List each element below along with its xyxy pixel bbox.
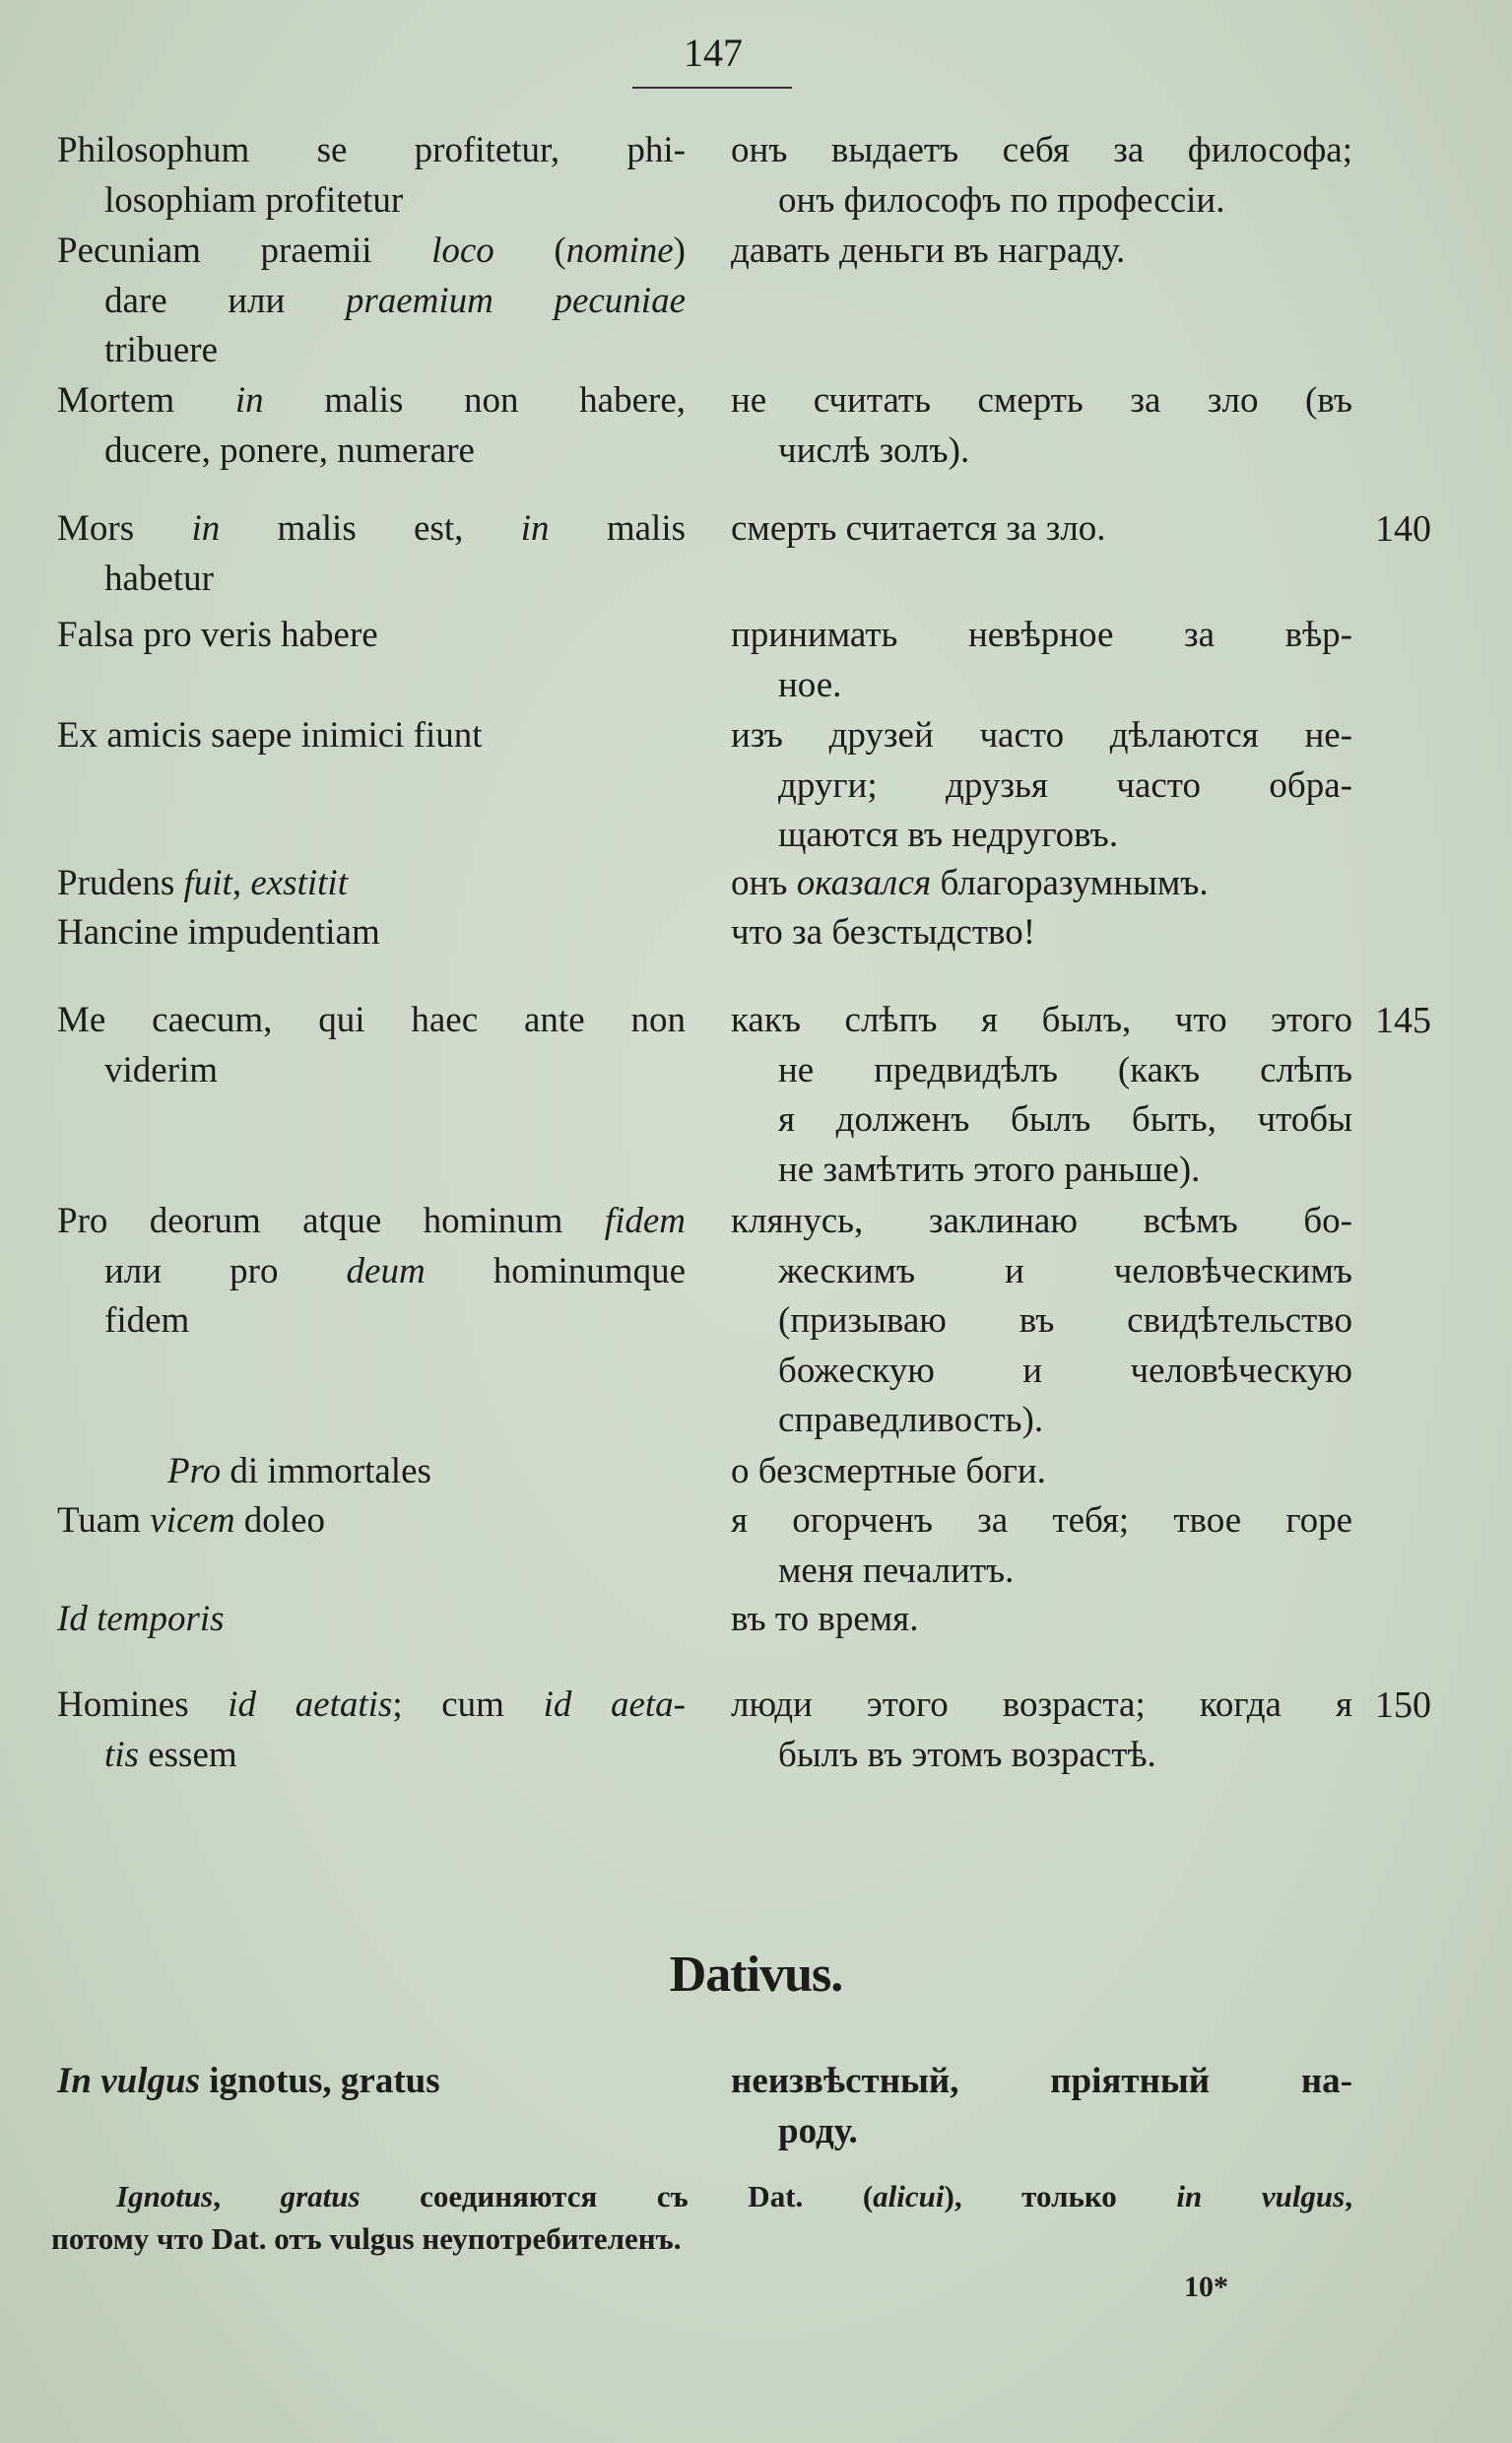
text-segment: malis non habere, (263, 380, 687, 421)
text-segment: роду. (778, 2110, 858, 2151)
text-segment: Mors (57, 508, 192, 549)
text-segment: , (213, 2179, 281, 2213)
text-line (731, 504, 1352, 555)
italic-text: in (520, 508, 550, 549)
russian-translation (731, 1681, 1352, 1780)
text-line (731, 376, 1352, 427)
latin-phrase (57, 1595, 686, 1645)
text-segment: fidem (104, 1300, 190, 1341)
text-segment: Homines (57, 1684, 229, 1725)
text-segment: habetur (104, 558, 214, 599)
text-segment: tribuere (104, 330, 219, 370)
text-segment: (призываю въ свидѣтельство (778, 1300, 1352, 1341)
text-segment: ) (673, 231, 686, 271)
text-segment: соединяются съ Dat. ( (360, 2179, 874, 2213)
text-segment: dare или (104, 280, 346, 321)
italic-text: In (57, 2061, 92, 2101)
text-segment: люди этого возраста; когда я (731, 1684, 1352, 1725)
text-line (731, 2057, 1352, 2107)
text-segment: принимать невѣрное за вѣр- (731, 615, 1352, 655)
text-segment: di immortales (221, 1451, 431, 1491)
text-line (731, 1595, 1352, 1645)
latin-phrase (57, 1447, 686, 1497)
text-line (57, 1595, 686, 1645)
italic-text: fidem (604, 1201, 686, 1241)
text-segment: malis (549, 508, 687, 549)
text-line (731, 1496, 1352, 1547)
text-line (57, 1496, 686, 1547)
text-segment: doleo (234, 1500, 325, 1541)
text-line (57, 1197, 686, 1247)
italic-text: vicem (150, 1500, 235, 1541)
text-line (57, 711, 686, 761)
russian-translation (731, 126, 1352, 226)
note-line (51, 2175, 1352, 2217)
text-line (57, 611, 686, 661)
text-line (57, 176, 686, 227)
text-segment: жескимъ и человѣческимъ (778, 1250, 1352, 1291)
text-segment: други; друзья часто обра- (778, 764, 1352, 806)
latin-phrase (57, 376, 686, 476)
text-segment: essem (138, 1734, 237, 1775)
latin-phrase (57, 227, 686, 376)
text-segment: благоразумнымъ. (931, 863, 1209, 903)
text-segment: неизвѣстный, пріятный на- (731, 2061, 1352, 2101)
text-line (57, 996, 686, 1046)
text-line (731, 996, 1352, 1046)
text-segment: ное. (778, 664, 842, 705)
russian-translation (731, 611, 1352, 710)
text-segment: щаются въ недруговъ. (778, 815, 1119, 855)
text-segment: ( (493, 231, 566, 271)
text-line (57, 859, 686, 909)
latin-phrase (57, 1681, 686, 1780)
text-line (57, 227, 686, 277)
text-segment: божескую и человѣческую (778, 1350, 1352, 1391)
text-segment: онъ (731, 863, 797, 903)
italic-text: fuit (183, 863, 232, 903)
text-segment: ignotus, gratus (200, 2061, 440, 2101)
text-segment: losophiam profitetur (104, 179, 404, 221)
latin-phrase (57, 504, 686, 604)
latin-phrase (57, 1197, 686, 1347)
text-line (57, 1046, 686, 1096)
russian-translation (731, 996, 1352, 1195)
text-segment: клянусь, заклинаю всѣмъ бо- (731, 1201, 1352, 1241)
text-line (57, 326, 686, 376)
text-segment: Prudens (57, 863, 184, 903)
text-segment: я огорченъ за тебя; твое горе (731, 1500, 1352, 1541)
text-line (57, 2057, 686, 2107)
text-line (731, 1247, 1352, 1297)
russian-translation (731, 859, 1352, 909)
text-line (57, 376, 686, 427)
italic-text: in vulgus (1176, 2179, 1346, 2213)
text-line (731, 1447, 1352, 1497)
text-line (57, 1731, 686, 1781)
text-line (731, 427, 1352, 477)
text-line (731, 1296, 1352, 1347)
text-segment: hominumque (425, 1250, 686, 1291)
text-line (731, 661, 1352, 711)
note-line (51, 2217, 1352, 2260)
italic-text: tis (104, 1734, 139, 1775)
text-line (731, 1046, 1352, 1096)
text-line (57, 504, 686, 555)
italic-text: alicui (873, 2179, 945, 2213)
text-segment: viderim (104, 1049, 219, 1090)
russian-translation (731, 711, 1352, 861)
text-segment (92, 2061, 100, 2101)
text-segment: Ex amicis saepe inimici fiunt (57, 715, 483, 756)
text-line (57, 427, 686, 477)
russian-translation (731, 227, 1352, 277)
text-line (731, 1146, 1352, 1196)
italic-text: deum (346, 1250, 426, 1291)
text-line (57, 1447, 686, 1497)
italic-text: exstitit (250, 863, 348, 903)
text-segment: Falsa pro veris habere (57, 615, 378, 655)
text-line (731, 1347, 1352, 1397)
text-segment: Hancine impudentiam (57, 912, 380, 953)
text-segment: ducere, ponere, numerare (104, 429, 475, 471)
text-line (57, 1296, 686, 1347)
text-segment: Pro deorum atque hominum (57, 1201, 605, 1241)
text-segment: или pro (104, 1250, 347, 1291)
text-line (57, 908, 686, 958)
text-segment: изъ друзей часто дѣлаются не- (731, 715, 1352, 756)
italic-text: Pro (167, 1451, 222, 1491)
russian-translation (731, 1197, 1352, 1446)
italic-text: in (234, 380, 264, 421)
line-number: 150 (1375, 1684, 1431, 1726)
header-rule (632, 87, 792, 89)
italic-text: Ignotus (116, 2179, 214, 2213)
text-segment: ), только (944, 2179, 1177, 2213)
text-line (731, 176, 1352, 227)
russian-translation (731, 376, 1352, 476)
russian-translation (731, 1496, 1352, 1596)
italic-text: оказался (796, 863, 932, 903)
latin-phrase (57, 996, 686, 1095)
text-segment: ; cum (392, 1684, 544, 1725)
latin-phrase (57, 1496, 686, 1547)
italic-text: in (191, 508, 221, 549)
text-line (57, 555, 686, 605)
text-segment: malis est, (220, 508, 521, 549)
text-line (731, 908, 1352, 958)
text-line (731, 611, 1352, 661)
italic-text: loco (431, 231, 494, 271)
page-number: 147 (684, 31, 743, 75)
text-line (731, 1681, 1352, 1731)
latin-phrase (57, 908, 686, 958)
russian-translation (731, 2057, 1352, 2156)
text-segment: не замѣтить этого раньше). (778, 1149, 1201, 1190)
text-segment: о безсмертные боги. (731, 1451, 1046, 1491)
italic-text: vulgus (100, 2061, 200, 2101)
russian-translation (731, 1447, 1352, 1497)
text-line (57, 1247, 686, 1297)
text-line (731, 227, 1352, 277)
text-line (731, 2107, 1352, 2157)
text-segment: я долженъ былъ быть, чтобы (778, 1099, 1352, 1140)
russian-translation (731, 1595, 1352, 1645)
russian-translation (731, 504, 1352, 555)
grammar-note (51, 2175, 1352, 2260)
text-line (731, 1095, 1352, 1146)
text-segment: не предвидѣлъ (какъ слѣпъ (778, 1049, 1352, 1090)
signature-mark: 10* (1184, 2271, 1228, 2303)
text-segment: Tuam (57, 1500, 151, 1541)
line-number: 140 (1375, 508, 1431, 550)
latin-phrase (57, 126, 686, 226)
text-segment: меня печалитъ. (778, 1550, 1015, 1591)
text-line (57, 1681, 686, 1731)
latin-phrase (57, 2057, 686, 2107)
latin-phrase (57, 611, 686, 661)
text-segment: онъ философъ по профессіи. (778, 179, 1225, 221)
text-line (731, 126, 1352, 176)
italic-text: nomine (565, 231, 674, 271)
text-segment: Philosophum se profitetur, phi- (57, 130, 686, 170)
text-segment: , (231, 863, 251, 903)
text-segment: онъ выдаетъ себя за философа; (731, 130, 1352, 170)
text-segment: былъ въ этомъ возрастѣ. (778, 1734, 1156, 1775)
italic-text: Id temporis (57, 1599, 225, 1639)
text-line (731, 711, 1352, 761)
italic-text: praemium pecuniae (345, 280, 687, 321)
text-line (731, 811, 1352, 861)
text-line (731, 1197, 1352, 1247)
text-segment: не считать смерть за зло (въ (731, 380, 1352, 421)
text-segment: , (1345, 2179, 1352, 2213)
line-number: 145 (1375, 1000, 1431, 1041)
text-segment: въ то время. (731, 1599, 919, 1639)
italic-text: id aetatis (228, 1684, 393, 1725)
text-line (731, 761, 1352, 812)
italic-text: id aeta- (543, 1684, 686, 1725)
text-segment: что за безстыдство! (731, 912, 1036, 953)
text-line (57, 277, 686, 327)
text-line (731, 1547, 1352, 1597)
text-line (57, 126, 686, 176)
text-segment: Mortem (57, 380, 235, 421)
latin-phrase (57, 859, 686, 909)
section-heading: Dativus. (669, 1947, 843, 2003)
text-segment: числѣ золъ). (778, 429, 970, 471)
text-line (731, 1731, 1352, 1781)
text-segment: смерть считается за зло. (731, 508, 1106, 549)
text-segment: справедливость). (778, 1400, 1044, 1440)
text-segment: Pecuniam praemii (57, 231, 432, 271)
text-line (731, 1396, 1352, 1446)
text-segment: давать деньги въ награду. (731, 231, 1126, 271)
text-segment: какъ слѣпъ я былъ, что этого (731, 1000, 1352, 1040)
text-segment: Me caecum, qui haec ante non (57, 1000, 686, 1040)
text-segment: потому что Dat. отъ vulgus неупотребителенъ. (51, 2221, 682, 2256)
italic-text: gratus (280, 2179, 361, 2213)
latin-phrase (57, 711, 686, 761)
russian-translation (731, 908, 1352, 958)
text-line (731, 859, 1352, 909)
